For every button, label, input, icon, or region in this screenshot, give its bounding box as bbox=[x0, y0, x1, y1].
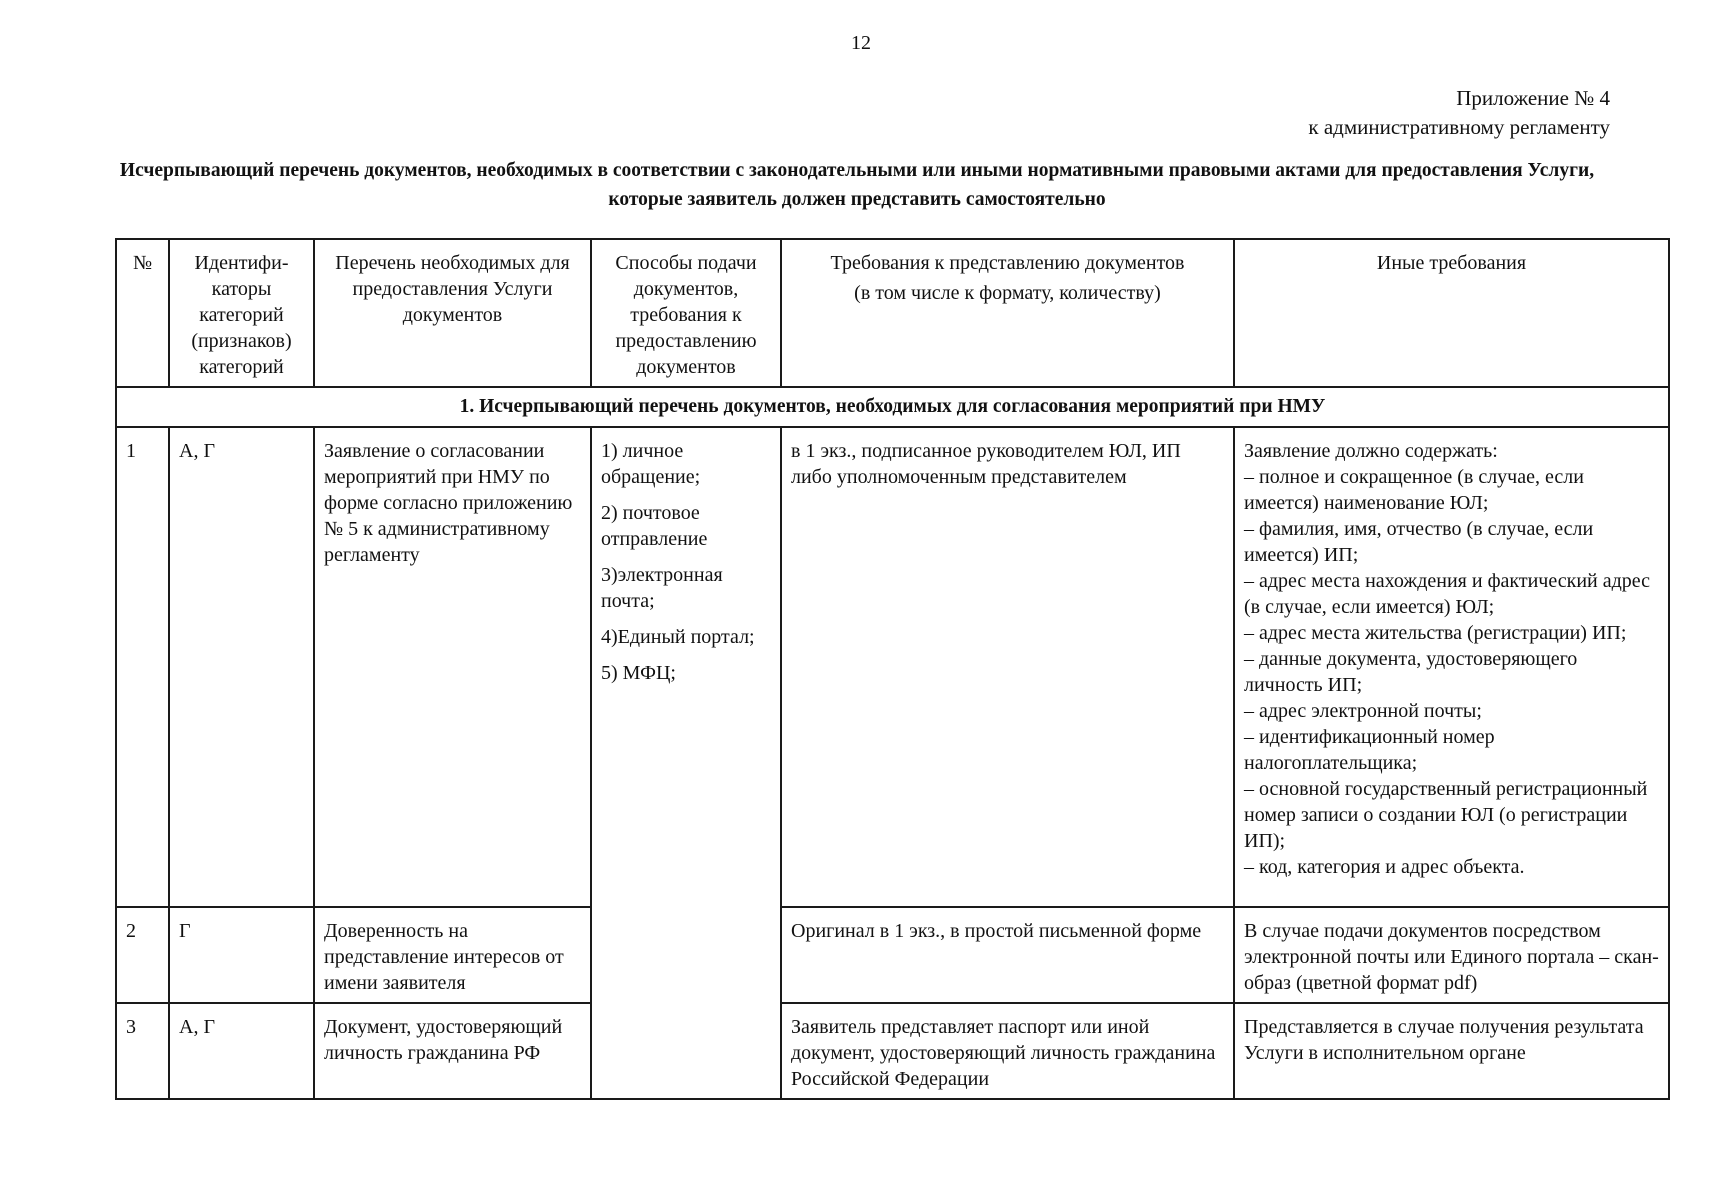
method-item: 3)электронная почта; bbox=[601, 564, 723, 612]
other-line: – адрес места нахождения и фактический адрес (в случае, если имеется) ЮЛ; bbox=[1244, 570, 1651, 618]
submission-methods-cell bbox=[591, 427, 781, 1099]
other-line: – адрес электронной почты; bbox=[1244, 700, 1482, 722]
method-item: 1) личное обращение; bbox=[601, 440, 701, 488]
row-3-other: Представляется в случае получения результата Услуги в исполнительном органе bbox=[1234, 1003, 1669, 1099]
header-requirements bbox=[781, 239, 1234, 387]
other-line: – полное и сокращенное (в случае, если имеется) наименование ЮЛ; bbox=[1244, 466, 1584, 514]
appendix-line-1: Приложение № 4 bbox=[1456, 86, 1610, 110]
row-3-requirements: Заявитель представляет паспорт или иной документ, удостоверяющий личность гражданина Российской Федерации bbox=[781, 1003, 1234, 1099]
row-2-requirements: Оригинал в 1 экз., в простой письменной форме bbox=[781, 907, 1234, 1003]
row-3-document: Документ, удостоверяющий личность гражданина РФ bbox=[314, 1003, 591, 1099]
header-methods: Способы подачи документов, требования к предоставлению документов bbox=[591, 239, 781, 387]
row-2-other: В случае подачи документов посредством электронной почты или Единого портала – скан-образ (цветной формат pdf) bbox=[1234, 907, 1669, 1003]
header-other: Иные требования bbox=[1234, 239, 1669, 387]
row-2-document: Доверенность на представление интересов от имени заявителя bbox=[314, 907, 591, 1003]
other-line: – данные документа, удостоверяющего личность ИП; bbox=[1244, 648, 1578, 696]
appendix-label bbox=[1308, 84, 1610, 142]
document-title: Исчерпывающий перечень документов, необходимых в соответствии с законодательными или иными нормативными правовыми актами для предоставления Услуги, которые заявитель должен представить самостоятельно bbox=[119, 160, 1595, 210]
header-identifiers: Идентифи-каторы категорий (признаков) категорий bbox=[169, 239, 314, 387]
row-1-ident: А, Г bbox=[169, 427, 314, 907]
row-2-ident: Г bbox=[169, 907, 314, 1003]
table-row bbox=[116, 427, 1669, 907]
method-item: 2) почтовое отправление bbox=[601, 502, 708, 550]
other-line: – код, категория и адрес объекта. bbox=[1244, 856, 1525, 878]
header-requirements-sub: (в том числе к формату, количеству) bbox=[854, 282, 1161, 304]
header-num: № bbox=[116, 239, 169, 387]
section-1-title: 1. Исчерпывающий перечень документов, необходимых для согласования мероприятий при НМУ bbox=[116, 387, 1669, 427]
table-row bbox=[116, 1003, 1669, 1099]
method-item: 5) МФЦ; bbox=[601, 662, 676, 684]
section-row bbox=[116, 387, 1669, 427]
documents-table bbox=[115, 238, 1670, 1100]
other-line: – адрес места жительства (регистрации) ИП; bbox=[1244, 622, 1627, 644]
row-2-num: 2 bbox=[116, 907, 169, 1003]
row-1-other bbox=[1234, 427, 1669, 907]
table-row bbox=[116, 907, 1669, 1003]
other-line: – основной государственный регистрационный номер записи о создании ЮЛ (о регистрации ИП); bbox=[1244, 778, 1648, 852]
page-number: 12 bbox=[851, 32, 871, 54]
row-1-document: Заявление о согласовании мероприятий при НМУ по форме согласно приложению № 5 к административному регламенту bbox=[314, 427, 591, 907]
method-item: 4)Единый портал; bbox=[601, 626, 755, 648]
row-1-num: 1 bbox=[116, 427, 169, 907]
appendix-line-2: к административному регламенту bbox=[1308, 115, 1610, 139]
header-documents: Перечень необходимых для предоставления Услуги документов bbox=[314, 239, 591, 387]
row-3-ident: А, Г bbox=[169, 1003, 314, 1099]
other-line: – идентификационный номер налогоплательщика; bbox=[1244, 726, 1495, 774]
table-header-row bbox=[116, 239, 1669, 387]
row-3-num: 3 bbox=[116, 1003, 169, 1099]
header-requirements-main: Требования к представлению документов bbox=[830, 252, 1185, 274]
row-1-requirements: в 1 экз., подписанное руководителем ЮЛ, ИП либо уполномоченным представителем bbox=[781, 427, 1234, 907]
other-line: – фамилия, имя, отчество (в случае, если имеется) ИП; bbox=[1244, 518, 1594, 566]
other-line: Заявление должно содержать: bbox=[1244, 440, 1498, 462]
